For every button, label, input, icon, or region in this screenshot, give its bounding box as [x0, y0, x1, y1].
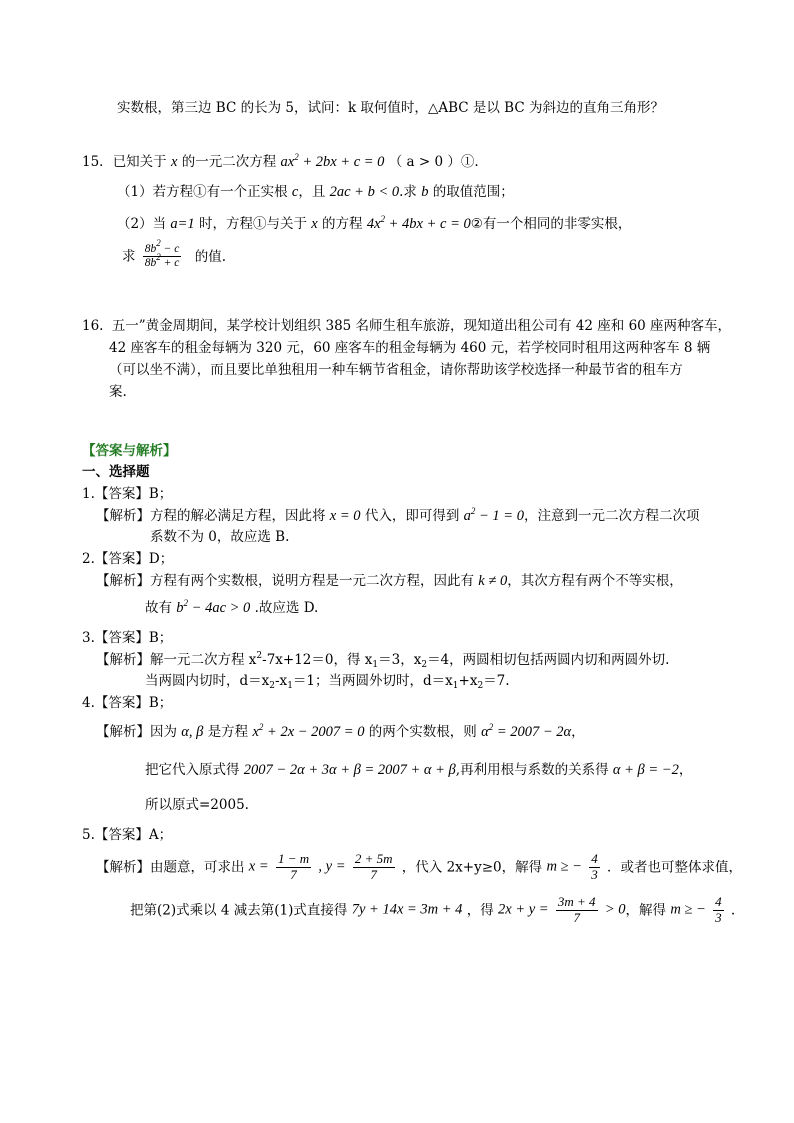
answer-3-line-2: 当两圆内切时，$d=x_2-x_1=1$；当两圆外切时，$d=x_1+x_2=7$. [145, 673, 510, 691]
fraction-x: $\frac{1 - m}{7}$ [277, 851, 310, 882]
answer-4-analysis: 【解析】因为 α, β 是方程 $x^2 + 2x - 2007 = 0$ 的两个实数根，则 $\alpha^2 = 2007 - 2\alpha$， [96, 722, 585, 740]
answer-2-label: 2.【答案】D； [82, 551, 174, 567]
q15-equation: $ax^2 + 2bx + c = 0$ [280, 152, 385, 170]
q15-ask: 求 $\frac{8b^2 - c}{8b^2 + c}$ 的值. [122, 238, 227, 270]
answer-2-line-2: 故有 $b^2 - 4ac > 0$ .故应选 D. [145, 598, 319, 616]
section-title: 一、选择题 [82, 464, 150, 480]
fraction-four-thirds-2: $\frac{4}{3}$ [715, 894, 722, 925]
q15-fraction: $\frac{8b^2 - c}{8b^2 + c}$ [144, 238, 180, 270]
q15-equation-2: $4x^2 + 4bx + c = 0$ [366, 214, 471, 232]
answer-5-line-2: 把第(2)式乘以 4 减去第(1)式直接得 7y + 14x = 3m + 4 ，得 2x + y = $\frac{3m + 4}{7}$ > 0，解得 m ≥ − $\frac{4}{3}$ . [130, 894, 736, 925]
answer-3-label: 3.【答案】B； [82, 630, 173, 646]
answers-header: 【答案与解析】 [82, 443, 177, 459]
q16-line-4: 案. [109, 384, 127, 400]
answer-4-line-2: 把它代入原式得 2007 − 2α + 3α + β = 2007 + α + β,再利用根与系数的关系得 α + β = −2， [145, 762, 693, 778]
q15-part2: （2）当 a=1 时，方程①与关于 x 的方程 $4x^2 + 4bx + c$ = 0②有一个相同的非零实根， [117, 214, 632, 232]
answer-4-label: 4.【答案】B； [82, 695, 173, 711]
fraction-y: $\frac{2 + 5m}{7}$ [354, 851, 393, 882]
q16-line-2: 42 座客车的租金每辆为 320 元，60 座客车的租金每辆为 460 元，若学校同时租用这两种客车 8 辆 [109, 340, 711, 356]
answer-5-analysis: 【解析】由题意，可求出 x = $\frac{1 - m}{7}$ , y = $\frac{2 + 5m}{7}$ ，代入 2x+y≥0，解得 m ≥ − $\frac{4}{3}$ ．或者也可整体求值， [96, 851, 742, 882]
answer-1-analysis: 【解析】方程的解必满足方程，因此将 x = 0 代入，即可得到 $a^2 - 1 = 0$，注意到一元二次方程二次项 [96, 506, 700, 524]
answer-5-label: 5.【答案】A； [82, 827, 173, 843]
answer-2-analysis: 【解析】方程有两个实数根，说明方程是一元二次方程，因此有 k ≠ 0，其次方程有两个不等实根， [96, 573, 683, 589]
answer-3-analysis: 【解析】解一元二次方程 $x^2-7x+12=0$，得 $x_1=3$，$x_2=4$，两圆相切包括两圆内切和两圆外切. [96, 651, 670, 670]
q14-tail-line: 实数根，第三边 BC 的长为 5，试问：k 取何值时，△ABC 是以 BC 为斜边的直角三角形？ [117, 100, 664, 116]
fraction-result: $\frac{3m + 4}{7}$ [557, 894, 596, 925]
q16-line-3: （可以坐不满），而且要比单独租用一种车辆节省租金，请你帮助该学校选择一种最节省的租车方 [109, 362, 683, 378]
q15-part1: （1）若方程①有一个正实根 c，且 2ac + b < 0.求 b 的取值范围； [117, 184, 514, 200]
fraction-four-thirds: $\frac{4}{3}$ [591, 851, 598, 882]
q15-stem: 15．已知关于 x 的一元二次方程 $ax^2 + 2bx + c = 0$ （ a > 0 ）①. [82, 152, 479, 170]
answer-4-line-3: 所以原式=2005. [145, 797, 249, 813]
answer-1-label: 1.【答案】B； [82, 486, 173, 502]
q16-line-1: 16. 五一”黄金周期间，某学校计划组织 385 名师生租车旅游，现知道出租公司有 42 座和 60 座两种客车， [82, 318, 732, 334]
answer-1-line-2: 系数不为 0，故应选 B. [150, 529, 290, 545]
